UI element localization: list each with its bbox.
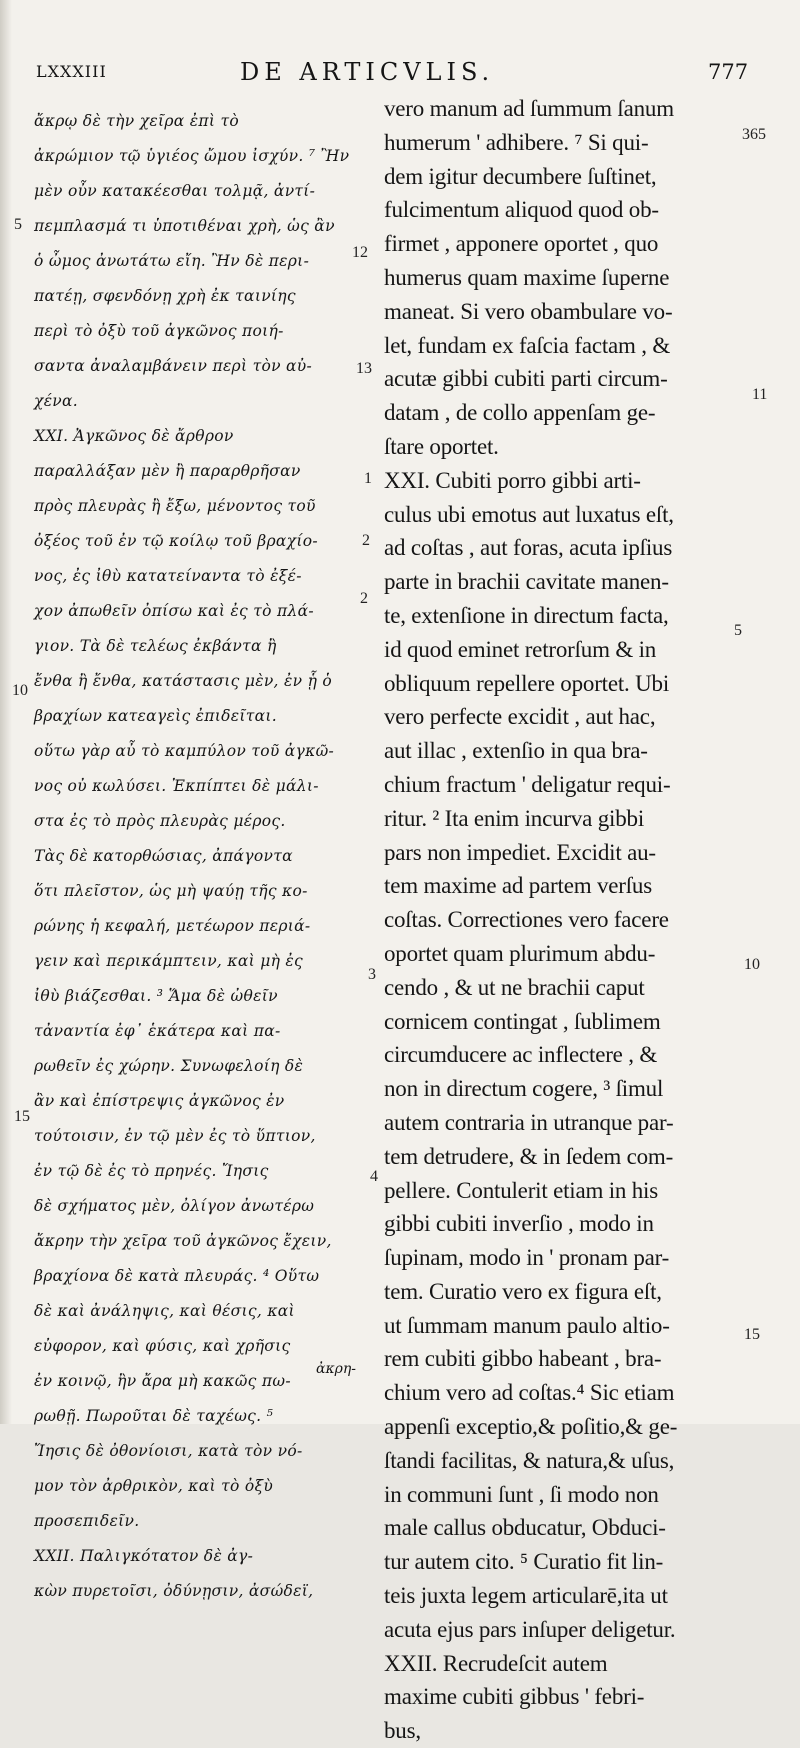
note-marker-4: 4 xyxy=(370,1168,378,1185)
chapter-number: LXXXIII xyxy=(36,62,107,81)
latin-line-29: circumducere ac inflectere , & xyxy=(384,1042,658,1068)
latin-line-37: ut ſummam manum paulo altio- xyxy=(384,1312,670,1338)
page-marker-365: 365 xyxy=(742,126,766,143)
latin-line-28: cornicem contingat , ſublimem xyxy=(384,1008,661,1034)
latin-line-12: XXI. Cubiti porro gibbi arti- xyxy=(384,467,641,493)
line-number-10-left: 10 xyxy=(12,682,28,699)
latin-line-18: obliquum repellere oportet. Ubi xyxy=(384,670,670,696)
greek-line-7: περὶ τὸ ὀξὺ τοῦ ἀγκῶνος ποιή- xyxy=(34,322,284,340)
latin-line-6: humerus quam maxime ſuperne xyxy=(384,264,670,290)
note-marker-2a: 2 xyxy=(362,532,370,549)
latin-line-22: ritur. ² Ita enim incurva gibbi xyxy=(384,805,645,831)
gutter-shadow xyxy=(0,0,12,1424)
greek-line-4: πεμπλασμά τι ὑποτιθέναι χρὴ, ὡς ἂν xyxy=(34,217,335,235)
latin-line-21: chium fractum ' deligatur requi- xyxy=(384,771,671,797)
latin-line-7: maneat. Si vero obambulare vo- xyxy=(384,298,673,324)
latin-line-2: humerum ' adhibere. ⁷ Si qui- xyxy=(384,129,649,155)
greek-line-19: οὕτω γὰρ αὖ τὸ καμπύλον τοῦ ἀγκῶ- xyxy=(34,742,335,760)
latin-line-13: culus ubi emotus aut luxatus eſt, xyxy=(384,501,674,527)
note-marker-2b: 2 xyxy=(360,590,368,607)
section-marker-13: 13 xyxy=(356,360,372,377)
greek-line-21: στα ἐς τὸ πρὸς πλευρὰς μέρος. xyxy=(34,812,286,830)
latin-line-1: vero manum ad ſummum ſanum xyxy=(384,96,674,121)
running-header xyxy=(0,58,800,94)
greek-line-9: χένα. xyxy=(34,392,79,410)
latin-line-35: ſupinam, modo in ' pronam par- xyxy=(384,1245,670,1271)
latin-line-24: tem maxime ad partem verſus xyxy=(384,873,652,899)
greek-line-11: παραλλάξαν μὲν ἢ παραρθρῆσαν xyxy=(34,462,301,480)
latin-line-16: te, extenſione in directum facta, xyxy=(384,602,669,628)
greek-line-13: ὀξέος τοῦ ἐν τῷ κοίλῳ τοῦ βραχίο- xyxy=(34,532,318,550)
greek-line-31: ἐν τῷ δὲ ἐς τὸ πρηνές. Ἴησις xyxy=(34,1162,269,1180)
greek-line-40: μον τὸν ἀρθρικὸν, καὶ τὸ ὀξὺ xyxy=(34,1477,274,1495)
greek-line-17: ἔνθα ἢ ἔνθα, κατάστασις μὲν, ἐν ᾗ ὁ xyxy=(34,672,333,690)
greek-line-33: ἄκρην τὴν χεῖρα τοῦ ἀγκῶνος ἔχειν, xyxy=(34,1232,332,1250)
greek-line-23: ὅτι πλεῖστον, ὡς μὴ ψαύῃ τῆς κο- xyxy=(34,882,308,900)
greek-line-25: γειν καὶ περικάμπτειν, καὶ μὴ ἐς xyxy=(34,952,303,970)
greek-line-27: τἀναντία ἐφ᾿ ἑκάτερα καὶ πα- xyxy=(34,1022,281,1040)
greek-line-26: ἰθὺ βιάζεσθαι. ³ Ἅμα δὲ ὠθεῖν xyxy=(34,987,278,1005)
latin-line-31: autem contraria in utranque par- xyxy=(384,1109,674,1135)
note-marker-3: 3 xyxy=(368,966,376,983)
latin-line-9: acutæ gibbi cubiti parti circum- xyxy=(384,366,668,392)
greek-line-30: τούτοισιν, ἐν τῷ μὲν ἐς τὸ ὕπτιον, xyxy=(34,1127,316,1145)
greek-line-41: προσεπιδεῖν. xyxy=(34,1512,140,1530)
latin-line-15: parte in brachii cavitate manen- xyxy=(384,569,669,595)
greek-line-15: χον ἀπωθεῖν ὀπίσω καὶ ἐς τὸ πλά- xyxy=(34,602,314,620)
greek-line-8: σαντα ἀναλαμβάνειν περὶ τὸν αὐ- xyxy=(34,357,313,375)
line-number-5-left: 5 xyxy=(14,216,22,233)
greek-line-3: μὲν οὖν κατακέεσθαι τολμᾷ, ἀντί- xyxy=(34,182,316,200)
latin-line-38: rem cubiti gibbo habeant , bra- xyxy=(384,1346,662,1372)
greek-line-14: νος, ἐς ἰθὺ κατατείναντα τὸ ἐξέ- xyxy=(34,567,302,585)
line-number-15-right: 15 xyxy=(744,1326,760,1343)
latin-line-26: oportet quam plurimum abdu- xyxy=(384,940,656,966)
greek-line-32: δὲ σχήματος μὲν, ὀλίγον ἀνωτέρω xyxy=(34,1197,315,1215)
latin-line-27: cendo , & ut ne brachii caput xyxy=(384,974,645,1000)
latin-line-19: vero perfecte excidit , aut hac, xyxy=(384,704,656,730)
latin-line-30: non in directum cogere, ³ ſimul xyxy=(384,1076,664,1102)
latin-text-column xyxy=(384,92,729,1748)
section-marker-11: 11 xyxy=(752,386,768,403)
greek-line-35: δὲ καὶ ἀνάληψις, καὶ θέσις, καὶ xyxy=(34,1302,295,1320)
greek-text-column xyxy=(34,104,372,1609)
greek-line-10: XXI. Ἀγκῶνος δὲ ἄρθρον xyxy=(34,427,234,445)
latin-line-17: id quod eminet retrorſum & in xyxy=(384,636,657,662)
latin-line-49: bus, xyxy=(384,1718,421,1744)
greek-line-28: ρωθεῖν ἐς χώρην. Συνωφελοίη δὲ xyxy=(34,1057,304,1075)
greek-line-18: βραχίων κατεαγεὶς ἐπιδεῖται. xyxy=(34,707,278,725)
latin-line-5: firmet , apponere oportet , quo xyxy=(384,231,659,257)
latin-line-48: maxime cubiti gibbus ' febri- xyxy=(384,1684,645,1710)
section-marker-12: 12 xyxy=(352,244,368,261)
latin-line-32: tem detrudere, & in ſedem com- xyxy=(384,1143,674,1169)
greek-line-6: πατέῃ, σφενδόνῃ χρὴ ἐκ ταινίης xyxy=(34,287,296,305)
line-number-10-right: 10 xyxy=(744,956,760,973)
latin-line-25: coſtas. Correctiones vero facere xyxy=(384,907,669,933)
latin-line-39: chium vero ad coſtas.⁴ Sic etiam xyxy=(384,1380,675,1406)
latin-line-23: pars non impediet. Excidit au- xyxy=(384,839,656,865)
catchword: ἀκρη- xyxy=(316,1361,356,1377)
running-title: DE ARTICVLIS. xyxy=(240,58,495,86)
latin-line-45: teis juxta legem articularē,ita ut xyxy=(384,1583,668,1609)
latin-line-4: fulcimentum aliquod quod ob- xyxy=(384,197,659,223)
greek-line-2: ἀκρώμιον τῷ ὑγιέος ὤμου ἰσχύν. ⁷ Ἢν xyxy=(34,147,350,165)
latin-line-44: tur autem cito. ⁵ Curatio fit lin- xyxy=(384,1549,664,1575)
latin-line-40: appenſi exceptio,& poſitio,& ge- xyxy=(384,1414,678,1440)
latin-line-46: acuta ejus pars inſuper deligetur. xyxy=(384,1616,676,1642)
latin-line-20: aut illac , extenſio in qua bra- xyxy=(384,738,648,764)
latin-line-3: dem igitur decumbere ſuſtinet, xyxy=(384,163,657,189)
greek-line-20: νος οὐ κωλύσει. Ἐκπίπτει δὲ μάλι- xyxy=(34,777,319,795)
greek-line-37: ἐν κοινῷ, ἢν ἄρα μὴ κακῶς πω- xyxy=(34,1372,291,1390)
greek-line-42: XXII. Παλιγκότατον δὲ ἀγ- xyxy=(34,1547,254,1565)
line-number-15-left: 15 xyxy=(14,1108,30,1125)
greek-line-43: κὼν πυρετοῖσι, ὀδύνῃσιν, ἀσώδεϊ, xyxy=(34,1582,314,1600)
greek-line-36: εὐφορον, καὶ φύσις, καὶ χρῆσις xyxy=(34,1337,291,1355)
latin-line-34: gibbi cubiti inverſio , modo in xyxy=(384,1211,654,1237)
latin-line-41: ſtandi facilitas, & natura,& uſus, xyxy=(384,1447,675,1473)
greek-line-12: πρὸς πλευρὰς ἢ ἔξω, μένοντος τοῦ xyxy=(34,497,316,515)
latin-line-43: male callus obducatur, Obduci- xyxy=(384,1515,666,1541)
greek-line-5: ὁ ὦμος ἀνωτάτω εἴη. Ἢν δὲ περι- xyxy=(34,252,310,270)
greek-line-39: Ἴησις δὲ ὀθονίοισι, κατὰ τὸν νό- xyxy=(34,1442,303,1460)
latin-line-14: ad coſtas , aut foras, acuta ipſius xyxy=(384,535,673,561)
greek-line-34: βραχίονα δὲ κατὰ πλευράς. ⁴ Οὕτω xyxy=(34,1267,320,1285)
page-number: 777 xyxy=(708,60,749,84)
greek-line-24: ρώνης ἡ κεφαλή, μετέωρον περιά- xyxy=(34,917,311,935)
latin-line-36: tem. Curatio vero ex figura eſt, xyxy=(384,1278,662,1304)
latin-line-8: let, fundam ex faſcia factam , & xyxy=(384,332,671,358)
latin-line-11: ſtare oportet. xyxy=(384,433,499,459)
line-number-5-right: 5 xyxy=(734,622,742,639)
greek-line-29: ἂν καὶ ἐπίστρεψις ἀγκῶνος ἐν xyxy=(34,1092,285,1110)
greek-line-16: γιον. Τὰ δὲ τελέως ἐκβάντα ἢ xyxy=(34,637,277,655)
latin-line-33: pellere. Contulerit etiam in his xyxy=(384,1177,659,1203)
latin-line-10: datam , de collo appenſam ge- xyxy=(384,400,656,426)
greek-line-22: Τὰς δὲ κατορθώσιας, ἀπάγοντα xyxy=(34,847,293,865)
latin-line-42: in communi ſunt , ſi modo non xyxy=(384,1481,659,1507)
latin-line-47: XXII. Recrudeſcit autem xyxy=(384,1650,608,1676)
greek-line-1: ἄκρῳ δὲ τὴν χεῖρα ἐπὶ τὸ xyxy=(34,112,240,130)
note-marker-1: 1 xyxy=(364,470,372,487)
greek-line-38: ρωθῇ. Πωροῦται δὲ ταχέως. ⁵ xyxy=(34,1407,274,1425)
